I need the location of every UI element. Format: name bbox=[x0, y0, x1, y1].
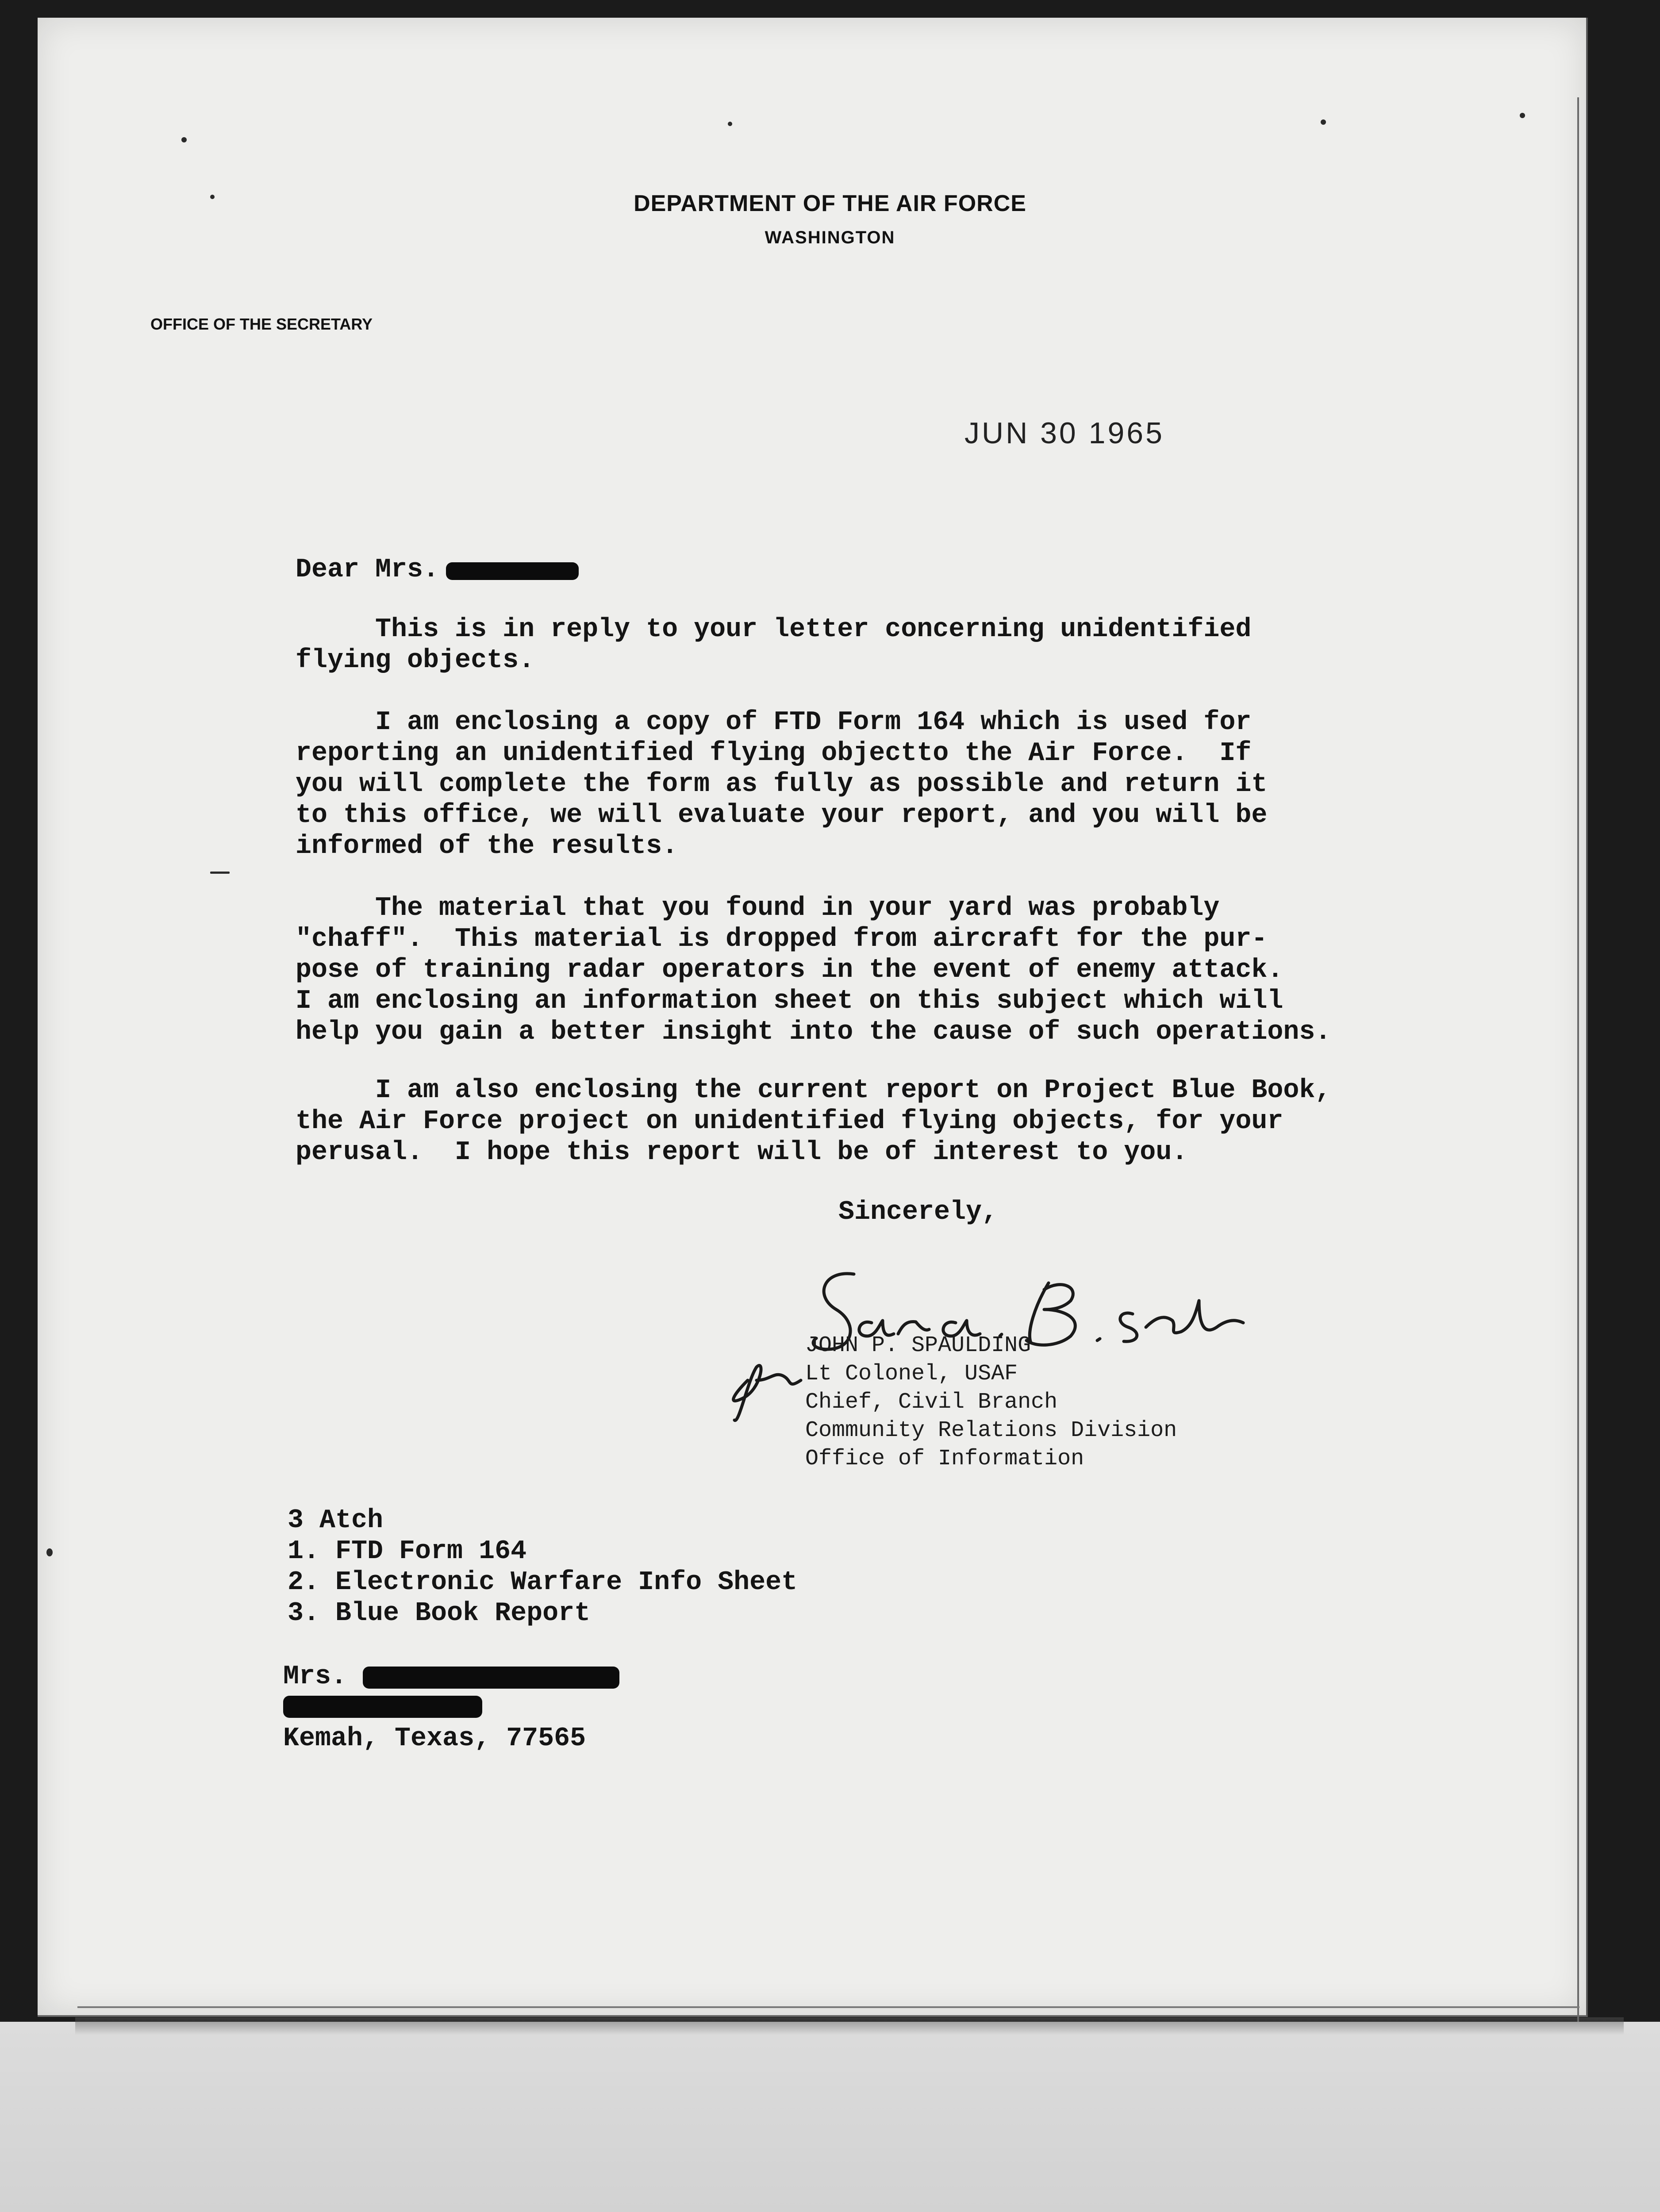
department-heading: DEPARTMENT OF THE AIR FORCE bbox=[634, 191, 1026, 216]
scan-speck bbox=[46, 1548, 53, 1556]
salutation-text: Dear Mrs. bbox=[296, 555, 439, 585]
scan-speck bbox=[1520, 113, 1525, 118]
text-line: the Air Force project on unidentified flying objects, for your bbox=[296, 1106, 1283, 1137]
text-line: I am also enclosing the current report on Project Blue Book, bbox=[296, 1075, 1331, 1106]
text-line: help you gain a better insight into the cause of such operations. bbox=[296, 1017, 1331, 1047]
text-line: I am enclosing a copy of FTD Form 164 which is used for bbox=[296, 707, 1252, 737]
attachment-item: 1. FTD Form 164 bbox=[288, 1536, 527, 1567]
page-edge-line bbox=[77, 2006, 1579, 2008]
letter-paragraph bbox=[296, 1075, 1331, 1168]
scan-speck bbox=[1321, 119, 1326, 125]
text-line: perusal. I hope this report will be of interest to you. bbox=[296, 1137, 1188, 1167]
office-label: OFFICE OF THE SECRETARY bbox=[150, 315, 373, 333]
text-line: informed of the results. bbox=[296, 831, 678, 861]
address-line bbox=[283, 1692, 586, 1723]
address-city-line: Kemah, Texas, 77565 bbox=[283, 1724, 586, 1754]
letter-paragraph bbox=[296, 707, 1267, 862]
date-stamp: JUN 30 1965 bbox=[964, 416, 1164, 450]
scan-speck bbox=[210, 872, 230, 874]
closing: Sincerely, bbox=[838, 1197, 998, 1227]
text-line: I am enclosing an information sheet on this subject which will bbox=[296, 986, 1283, 1016]
scan-speck bbox=[181, 137, 187, 142]
redaction-bar bbox=[363, 1667, 619, 1689]
redaction-bar bbox=[446, 562, 579, 580]
attachment-item: 3. Blue Book Report bbox=[288, 1598, 591, 1628]
redaction-bar bbox=[283, 1696, 482, 1718]
scan-speck bbox=[728, 122, 732, 126]
attachment-item: 2. Electronic Warfare Info Sheet bbox=[288, 1567, 798, 1598]
underlying-page bbox=[0, 2022, 1660, 2212]
signer-name: JOHN P. SPAULDING bbox=[805, 1333, 1031, 1358]
address-line bbox=[283, 1661, 586, 1692]
attachments-list bbox=[288, 1505, 797, 1629]
page-edge-line bbox=[1577, 97, 1579, 2022]
letter-paragraph bbox=[296, 614, 1251, 676]
signer-office: Office of Information bbox=[805, 1446, 1084, 1471]
signature-block bbox=[805, 1332, 1177, 1473]
address-name-prefix: Mrs. bbox=[283, 1662, 347, 1692]
signer-title: Chief, Civil Branch bbox=[805, 1390, 1058, 1415]
letter-paragraph bbox=[296, 893, 1331, 1048]
recipient-address bbox=[283, 1661, 586, 1754]
signer-division: Community Relations Division bbox=[805, 1418, 1177, 1443]
text-line: to this office, we will evaluate your report, and you will be bbox=[296, 800, 1268, 830]
text-line: you will complete the form as fully as possible and return it bbox=[296, 769, 1268, 799]
text-line: The material that you found in your yard was probably bbox=[296, 893, 1220, 923]
salutation bbox=[296, 554, 439, 585]
attachments-heading: 3 Atch bbox=[288, 1505, 384, 1536]
text-line: pose of training radar operators in the event of enemy attack. bbox=[296, 955, 1283, 985]
text-line: flying objects. bbox=[296, 645, 535, 676]
text-line: This is in reply to your letter concerning unidentified bbox=[296, 614, 1252, 645]
signer-rank: Lt Colonel, USAF bbox=[805, 1361, 1018, 1386]
department-city: WASHINGTON bbox=[765, 228, 895, 247]
text-line: reporting an unidentified flying objectto the Air Force. If bbox=[296, 738, 1252, 768]
text-line: "chaff". This material is dropped from aircraft for the pur- bbox=[296, 924, 1268, 954]
page-shadow bbox=[75, 2017, 1624, 2035]
